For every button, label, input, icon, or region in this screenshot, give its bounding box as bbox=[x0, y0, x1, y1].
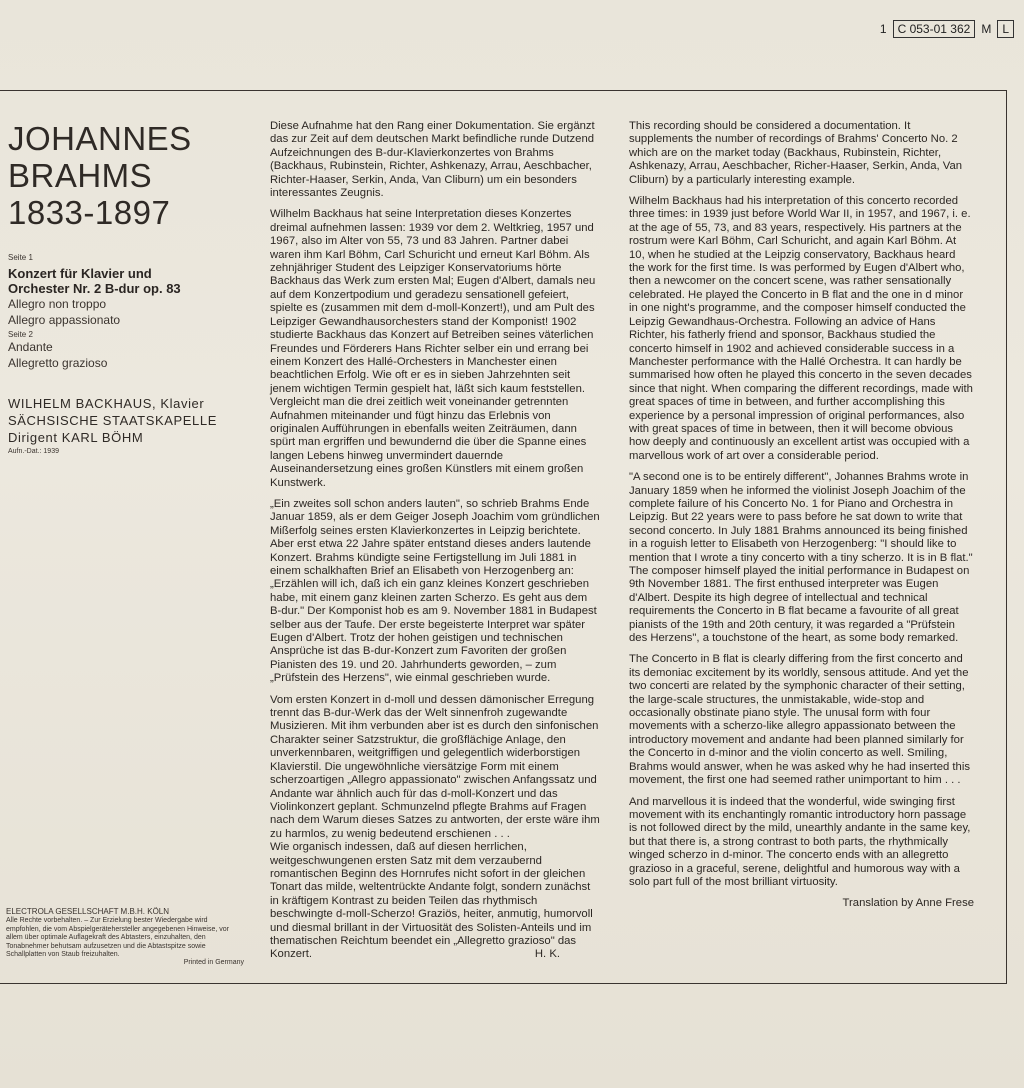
work-title-line1: Konzert für Klavier und bbox=[8, 266, 152, 281]
english-paragraph-5: And marvellous it is indeed that the wonderful, wide swinging first movement with its enchantingly romantic introductory horn passage is not followed direct by the mild, unearthly andante in the same key, but that there is, a strong contrast to both parts, the rhythmically winged scherzo in d-minor. The concerto ends with an allegretto grazioso in a graceful, serene, delightful and humorous way with a solo part full of the most brilliant virtuosity. bbox=[629, 795, 971, 888]
side1-label: Seite 1 bbox=[8, 253, 33, 262]
catalog-line bbox=[880, 20, 1014, 38]
rights-notice: Alle Rechte vorbehalten. – Zur Erzielung bester Wiedergabe wird empfohlen, die vom Abspielgerätehersteller angegebenen Hinweise, vor allem über optimale Auflagekraft des Abtasters, einzuhalten, den Tonabnehmer behutsam aufzusetzen und die Abtastspitze sowie Schallplatten von Staub freizuhalten. bbox=[6, 917, 229, 959]
german-last-word: Konzert. bbox=[270, 948, 313, 961]
english-notes bbox=[629, 120, 974, 911]
german-notes bbox=[270, 120, 600, 962]
work-title-line2: Orchester Nr. 2 B-dur op. 83 bbox=[8, 281, 181, 296]
movement-2: Allegro appassionato bbox=[8, 313, 121, 327]
english-paragraph-3: "A second one is to be entirely different", Johannes Brahms wrote in January 1859 when he informed the violinist Joseph Joachim of the complete failure of his Concerto No. 1 for Piano and Orchestra in Leipzig. But 22 years were to pass before he sat down to write that second concerto. In July 1881 Brahms announced its being finished in a roguish letter to Elisabeth von Herzogenberg: "I should like to mention that I wrote a tiny concerto with a tiny scherzo. It is in B flat." The composer himself played the initial performance in Budapest on 9th November 1881. The first enthused interpreter was Eugen d'Albert. Despite its high degree of intellectual and technical requirements the Concerto in B flat became a favourite of all great pianists of the 19th and 20th century, it was regarded a "Prüfstein des Herzens", a touchstone of the heart, as some body remarked. bbox=[629, 471, 973, 645]
left-column bbox=[8, 120, 248, 455]
german-paragraph-3: „Ein zweites soll schon anders lauten", so schrieb Brahms Ende Januar 1859, als er dem Geiger Joseph Joachim vom gründlichen Mißerfolg seines ersten Klavierkonzertes in Leipzig berichtete. Aber erst etwa 22 Jahre später entstand dieses anders lautende Konzert. Brahms kündigte seine Fertigstellung im Juli 1881 in einem schalkhaften Brief an Elisabeth von Herzogenberg an: „Erzählen will ich, daß ich ein ganz kleines Konzert geschrieben habe, mit einem ganz kleinen zarten Scherzo. Es geht aus dem B-dur." Der Komponist hob es am 9. November 1881 in Budapest selber aus der Taufe. Der erste begeisterte Interpret war später Eugen d'Albert. Trotz der hohen geistigen und technischen Ansprüche ist das B-dur-Konzert zum Favoriten der großen Pianisten des 19. und 20. Jahrhunderts geworden, – zum „Prüfstein des Herzens", wie einmal geschrieben wurde. bbox=[270, 497, 600, 685]
translator-credit: Translation by Anne Frese bbox=[842, 897, 974, 910]
work-title bbox=[8, 266, 248, 296]
record-company: ELECTROLA GESELLSCHAFT M.B.H. KÖLN bbox=[6, 907, 170, 916]
composer-last-name: BRAHMS bbox=[8, 157, 153, 194]
catalog-number: C 053-01 362 bbox=[893, 20, 976, 38]
composer-years: 1833-1897 bbox=[8, 194, 171, 231]
label-info bbox=[6, 908, 244, 968]
performers bbox=[8, 395, 248, 446]
catalog-m: M bbox=[981, 22, 992, 36]
orchestra: SÄCHSISCHE STAATSKAPELLE bbox=[8, 413, 217, 428]
german-paragraph-1: Diese Aufnahme hat den Rang einer Dokumentation. Sie ergänzt das zur Zeit auf dem deutschen Markt befindliche runde Dutzend Aufzeichnungen des B-dur-Klavierkonzertes von Brahms (Backhaus, Rubinstein, Richter, Ashkenazy, Arrau, Aeschbacher, Richter-Haaser, Serkin, Anda, Van Cliburn) um ein besonders interessantes Zeugnis. bbox=[270, 120, 595, 200]
movement-1: Allegro non troppo bbox=[8, 297, 107, 311]
movement-4: Allegretto grazioso bbox=[8, 356, 108, 370]
composer-heading bbox=[8, 120, 248, 231]
german-paragraph-4: Vom ersten Konzert in d-moll und dessen dämonischer Erregung trennt das B-dur-Werk das der Welt sinnenfroh zugewandte Musizieren. Mit ihm verbunden aber ist es durch den sinfonischen Charakter seiner Satzstruktur, die großflächige Anlage, den unverkennbaren, weitgriffigen und gelegentlich widerborstigen Klavierstil. Die ungewöhnliche viersätzige Form mit einem scherzoartigen „Allegro appassionato" zwischen Anfangssatz und Andante war ähnlich auch für das d-moll-Konzert und das Violinkonzert geplant. Schmunzelnd pflegte Brahms auf Fragen nach dem Warum dieses Satzes zu antworten, der erste wäre ihm zu harmlos, zu wenig bedeutend erschienen . . . bbox=[270, 693, 600, 840]
german-paragraph-5: Wie organisch indessen, daß auf diesen herrlichen, weitgeschwungenen ersten Satz mit dem verzaubernd romantischen Beginn des Hornrufes nicht sofort in der gleichen Tonart das milde, weltentrückte Andante folgt, sondern zunächst in kräftigem Kontrast zu beiden Teilen das rhythmisch beschwingte d-moll-Scherzo! Graziös, heiter, anmutig, humorvoll und diesmal brillant in der Virtuosität des Solisten-Anteils und im thematischen Reichtum beendet ein „Allegretto grazioso" das bbox=[270, 841, 593, 947]
german-signature-line bbox=[270, 948, 600, 961]
printed-in: Printed in Germany bbox=[183, 959, 244, 967]
recording-date: Aufn.-Dat.: 1939 bbox=[8, 448, 59, 455]
english-paragraph-4: The Concerto in B flat is clearly differing from the first concerto and its demoniac excitement by its worldly, sensous attitude. And yet the two concerti are related by the symphonic character of their setting, the large-scale structures, the unmistakable, wide-stop and occasionally obstinate piano style. The unusal form with four movements with a scherzo-like allegro appassionato between the introductory movement and andante had been planned similarly for the Concerto in d-minor and the violin concerto as well. Smiling, Brahms would answer, when he was asked why he had inserted this movement, the first one had seemed rather unimportant to him . . . bbox=[629, 653, 970, 787]
english-paragraph-1: This recording should be considered a documentation. It supplements the number of recordings of Brahms' Concerto No. 2 which are on the market today (Backhaus, Rubinstein, Richter, Ashkenazy, Arrau, Aeschbacher, Richer-Haaser, Serkin, Anda, Van Cliburn) by a particularly interesting example. bbox=[629, 120, 963, 186]
german-paragraph-2: Wilhelm Backhaus hat seine Interpretation dieses Konzertes dreimal aufnehmen lassen: 1939 vor dem 2. Weltkrieg, 1957 und 1967, also im Alter von 55, 73 und 83 Jahren. Partner dabei waren ihm Karl Böhm, Carl Schuricht und erneut Karl Böhm. Als zehnjähriger Student des Leipziger Konservatoriums hörte Backhaus das Werk zum ersten Mal; Eugen d'Albert, damals neu auf dem Konzertpodium und geradezu sensationell gefeiert, spielte es (zusammen mit dem d-moll-Konzert!), und am Pult des Leipziger Gewandhausorchesters stand der Komponist! 1902 studierte Backhaus das Konzert auf Betreiben seines väterlichen Freundes und Förderers Hans Richter selber ein und errang bei einem Konzert des Hallé-Orchesters in Manchester einen beachtlichen Erfolg. Wie oft er es in sieben Jahrzehnten seit jenem wichtigen Termin gespielt hat, läßt sich kaum feststellen. Vergleicht man die drei zeitlich weit voneinander getrennten Aufnahmen miteinander und fügt hinzu das Erlebnis von originalen Aufführungen in ebenfalls weiten Zeiträumen, dann spürt man ergriffen und bewundernd die über die Spanne eines langen Lebens hinweg unvermindert dauernde Auseinandersetzung eines großen Künstlers mit einem großen Kunstwerk. bbox=[270, 208, 596, 489]
author-initials: H. K. bbox=[534, 948, 560, 961]
composer-first-name: JOHANNES bbox=[8, 120, 192, 157]
catalog-l: L bbox=[997, 20, 1014, 38]
conductor: Dirigent KARL BÖHM bbox=[8, 430, 144, 445]
movement-3: Andante bbox=[8, 340, 53, 354]
side2-label: Seite 2 bbox=[8, 330, 33, 339]
side-number: 1 bbox=[879, 22, 887, 36]
soloist: WILHELM BACKHAUS, Klavier bbox=[8, 396, 205, 411]
english-paragraph-2: Wilhelm Backhaus had his interpretation of this concerto recorded three times: in 1939 just before World War II, in 1957, and 1967, i. e. at the age of 55, 73, and 83 years, respectively. His partners at the rostrum were Karl Böhm, Carl Schuricht, and again Karl Böhm. At 10, when he studied at the Leipzig conservatory, Backhaus heard the work for the first time. Is was performed by Eugen d'Albert who, then a newcomer on the concert scene, was rather sensationally celebrated. He played the Concerto in B flat and the one in d minor in one night's programme, and the composer himself conducted the Leipzig Gewandhaus-Orchestra. Following an advice of Hans Richter, his fatherly friend and sponsor, Backhaus studied the concerto himself in 1902 and achieved considerable success in a Manchester performance with the Hallé Orchestra. It can hardly be summarised how often he played this concerto in the seven decades since that night. When comparing the different recordings, made with great spaces of time in between, and further accomplishing this experience by a personal impression of original performances, also with great spaces of time in between, then it will become obvious how deeply and continuously an excellent artist was occupied with a marvellous work of art over a considerable period. bbox=[629, 195, 973, 462]
